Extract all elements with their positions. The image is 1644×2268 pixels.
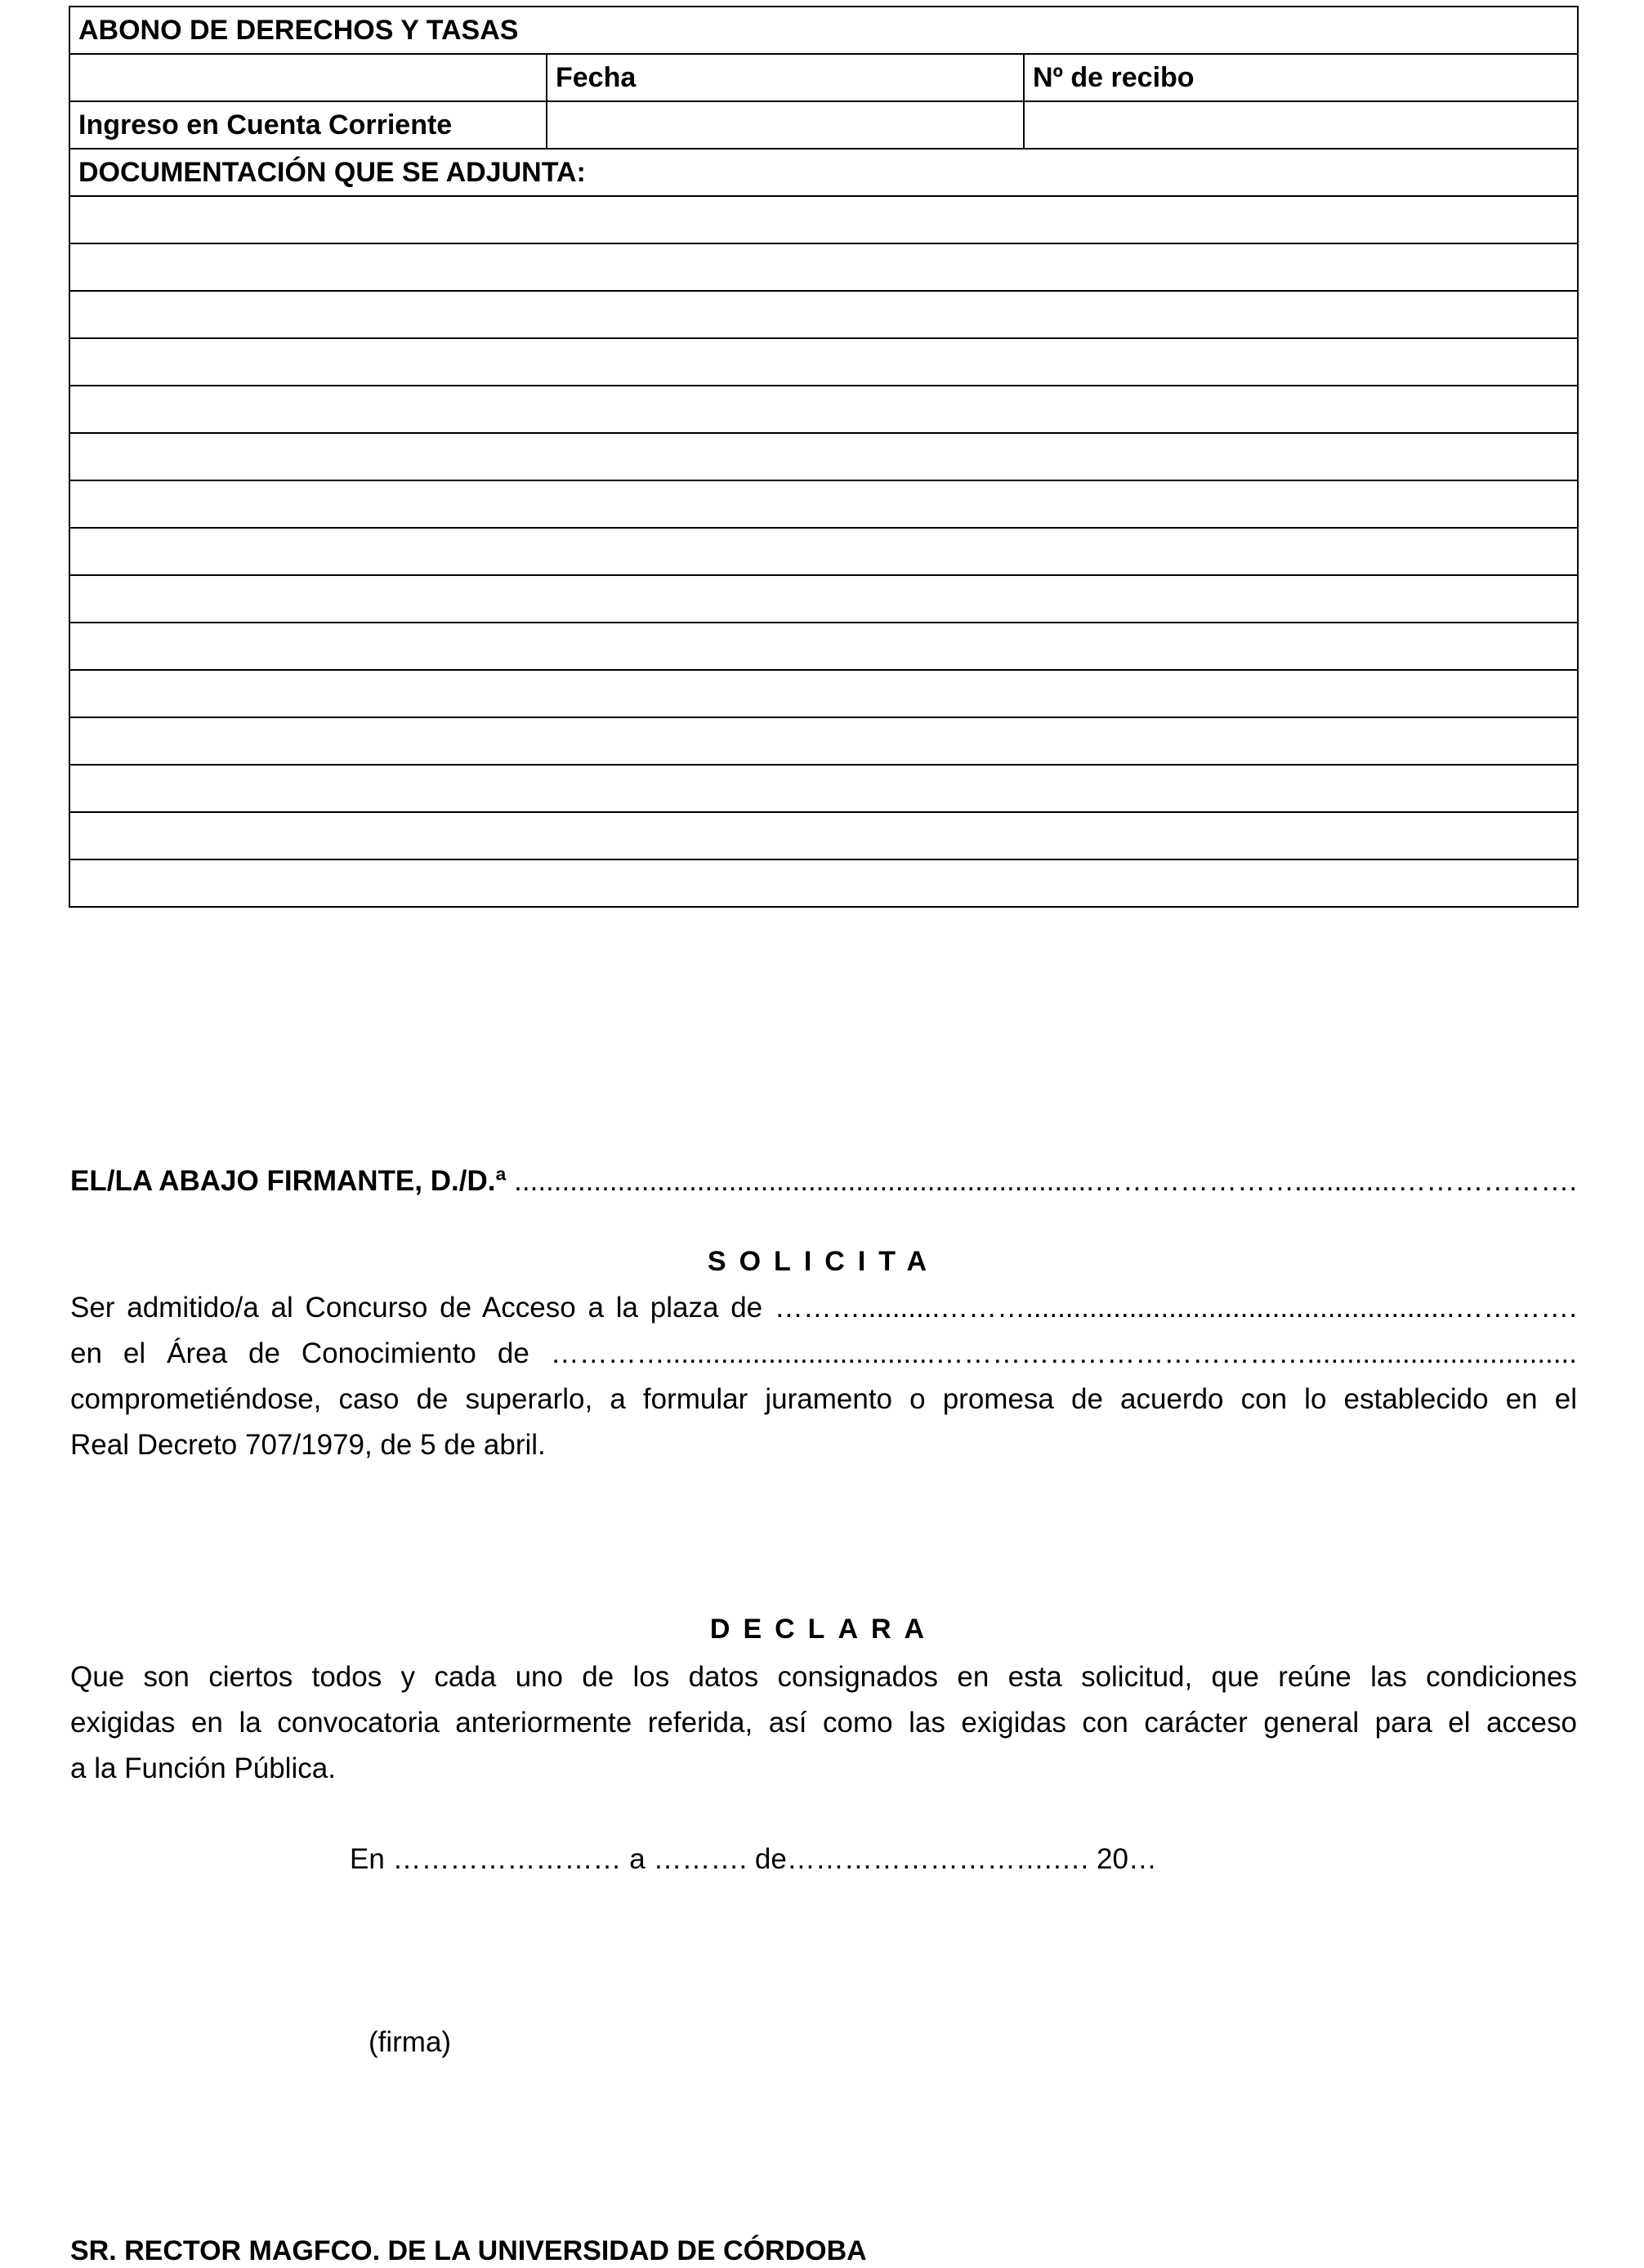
document-entry-field[interactable]: [69, 196, 1578, 243]
document-row: [69, 670, 1578, 717]
document-row: [69, 196, 1578, 243]
document-entry-field[interactable]: [69, 386, 1578, 433]
document-entry-field[interactable]: [69, 291, 1578, 338]
document-row: [69, 812, 1578, 859]
document-row: [69, 243, 1578, 291]
document-entry-field[interactable]: [69, 433, 1578, 480]
solicita-paragraph: [70, 1285, 1577, 1468]
document-entry-field[interactable]: [69, 528, 1578, 575]
document-entry-field[interactable]: [69, 812, 1578, 859]
fees-title-row: [69, 7, 1578, 54]
document-entry-field[interactable]: [69, 623, 1578, 670]
signature-label: (firma): [369, 2026, 452, 2058]
declara-line: exigidas en la convocatoria anteriormente referida, así como las exigidas con carácter general para el acceso: [70, 1707, 1577, 1739]
document-entry-field[interactable]: [69, 670, 1578, 717]
solicita-heading: SOLICITA: [707, 1246, 940, 1277]
receipt-number-field[interactable]: [1024, 101, 1578, 149]
declara-line: a la Función Pública.: [70, 1752, 336, 1784]
date-field[interactable]: [547, 101, 1024, 149]
place-date-line: En …………………… a ………. de……………………….…. 20…: [350, 1843, 1157, 1875]
receipt-column-header: Nº de recibo: [1024, 54, 1578, 101]
form-table: [69, 6, 1579, 908]
declara-paragraph: [70, 1654, 1577, 1792]
fees-payment-row: [69, 101, 1578, 149]
document-row: [69, 338, 1578, 386]
document-row: [69, 575, 1578, 623]
documentation-title-row: [69, 149, 1578, 196]
payment-method-label: Ingreso en Cuenta Corriente: [69, 101, 547, 149]
declara-heading: DECLARA: [709, 1614, 938, 1645]
document-row: [69, 291, 1578, 338]
document-row: [69, 433, 1578, 480]
document-row: [69, 528, 1578, 575]
addressee: SR. RECTOR MAGFCO. DE LA UNIVERSIDAD DE CÓRDOBA: [70, 2235, 867, 2266]
document-entry-field[interactable]: [69, 717, 1578, 765]
document-row: [69, 765, 1578, 812]
documentation-title: DOCUMENTACIÓN QUE SE ADJUNTA:: [69, 149, 1578, 196]
solicita-line-position: Ser admitido/a al Concurso de Acceso a la plaza de ………..........………......................................................………….: [70, 1292, 1577, 1324]
document-entry-field[interactable]: [69, 575, 1578, 623]
document-entry-field[interactable]: [69, 859, 1578, 907]
declara-line: Que son ciertos todos y cada uno de los datos consignados en esta solicitud, que reúne las condiciones: [70, 1661, 1577, 1693]
document-row: [69, 859, 1578, 907]
document-row: [69, 480, 1578, 528]
document-row: [69, 386, 1578, 433]
fees-header-empty-cell: [69, 54, 547, 101]
signer-label: EL/LA ABAJO FIRMANTE, D./D.ª: [70, 1165, 507, 1197]
solicita-line-commitment: comprometiéndose, caso de superarlo, a formular juramento o promesa de acuerdo con lo establecido en el: [70, 1383, 1577, 1415]
fees-title: ABONO DE DERECHOS Y TASAS: [69, 7, 1578, 54]
signer-line: [70, 1159, 1577, 1204]
document-row: [69, 623, 1578, 670]
date-column-header: Fecha: [547, 54, 1024, 101]
signer-name-field[interactable]: .........................................................................………………….............……………….: [506, 1165, 1577, 1197]
fees-header-row: [69, 54, 1578, 101]
document-entry-field[interactable]: [69, 765, 1578, 812]
document-entry-field[interactable]: [69, 480, 1578, 528]
solicita-line-decree: Real Decreto 707/1979, de 5 de abril.: [70, 1429, 546, 1461]
document-entry-field[interactable]: [69, 243, 1578, 291]
document-row: [69, 717, 1578, 765]
document-entry-field[interactable]: [69, 338, 1578, 386]
solicita-line-area: en el Área de Conocimiento de …………..................................…………………………………..................................: [70, 1337, 1577, 1369]
